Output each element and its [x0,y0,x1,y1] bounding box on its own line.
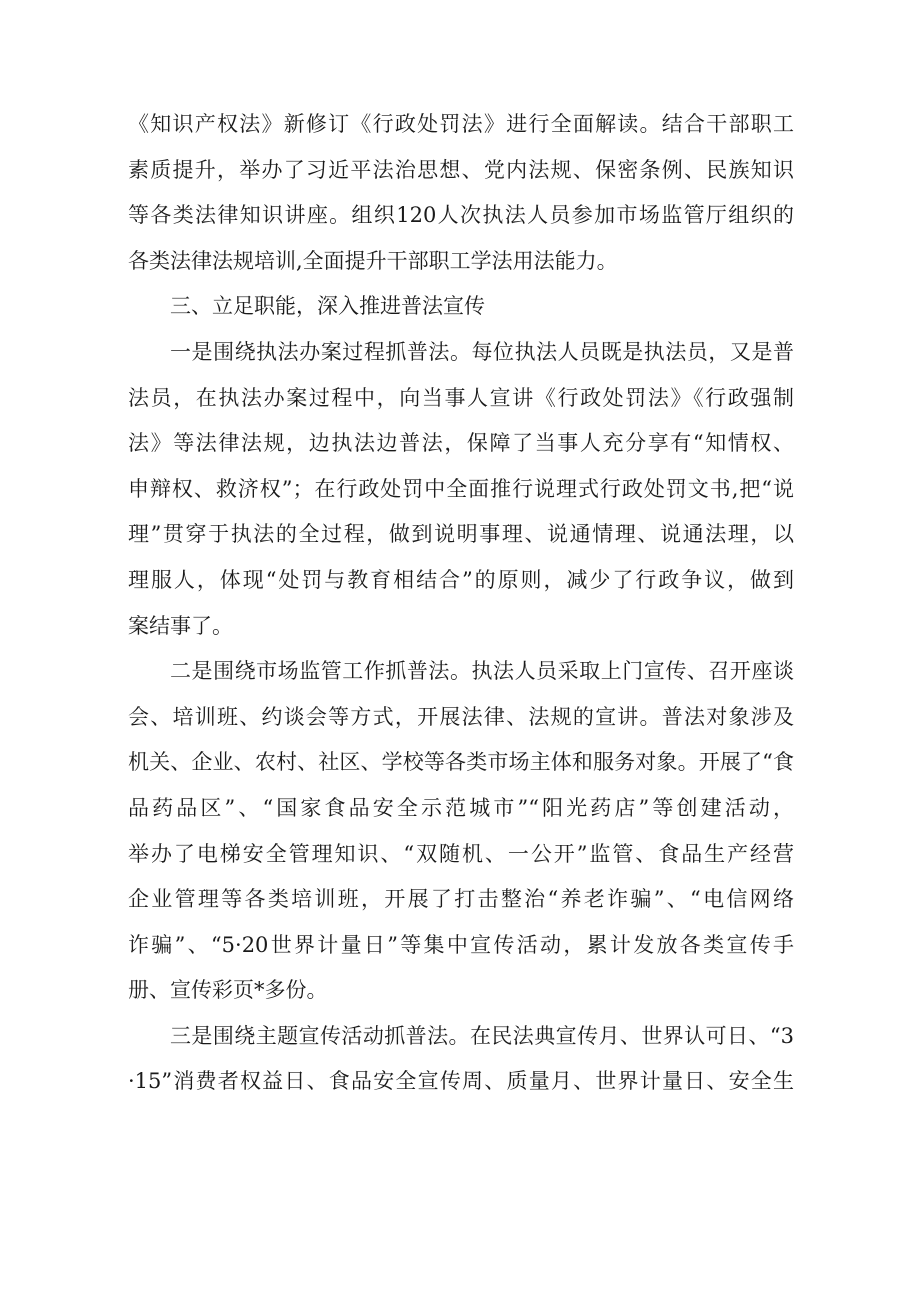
paragraph-line: 诈骗”、“5·20世界计量日”等集中宣传活动，累计发放各类宣传手 [128,932,794,957]
paragraph-line: 机关、企业、农村、社区、学校等各类市场主体和服务对象。开展了“食 [128,750,794,775]
paragraph-line: 理”贯穿于执法的全过程，做到说明事理、说通情理、说通法理，以 [128,522,794,547]
paragraph-line: 素质提升，举办了习近平法治思想、党内法规、保密条例、民族知识 [128,157,794,182]
paragraph-line: 各类法律法规培训,全面提升干部职工学法用法能力。 [128,248,618,273]
paragraph-line: 案结事了。 [128,613,233,638]
paragraph-line: 会、培训班、约谈会等方式，开展法律、法规的宣讲。普法对象涉及 [128,704,794,729]
paragraph-line: 法员，在执法办案过程中，向当事人宣讲《行政处罚法》《行政强制 [128,385,794,410]
paragraph-line: 三是围绕主题宣传活动抓普法。在民法典宣传月、世界认可日、“3 [170,1023,794,1048]
paragraph-line: 举办了电梯安全管理知识、“双随机、一公开”监管、食品生产经营 [128,841,794,866]
paragraph-line: 理服人，体现“处罚与教育相结合”的原则，减少了行政争议，做到 [128,567,794,592]
paragraph-line: 申辩权、救济权”；在行政处罚中全面推行说理式行政处罚文书,把“说 [128,476,794,501]
paragraph-line: 二是围绕市场监管工作抓普法。执法人员采取上门宣传、召开座谈 [170,659,794,684]
paragraph-line: 册、宣传彩页*多份。 [128,978,328,1003]
paragraph-line: 《知识产权法》新修订《行政处罚法》进行全面解读。结合干部职工 [128,112,794,136]
paragraph-line: 法》等法律法规，边执法边普法，保障了当事人充分享有“知情权、 [128,431,794,456]
paragraph-line: ·15”消费者权益日、食品安全宣传周、质量月、世界计量日、安全生 [128,1069,794,1094]
section-heading: 三、立足职能，深入推进普法宣传 [170,294,485,319]
document-body [128,102,794,1105]
paragraph-line: 等各类法律知识讲座。组织120人次执法人员参加市场监管厅组织的 [128,203,794,228]
paragraph-line: 品药品区”、“国家食品安全示范城市”“阳光药店”等创建活动， [128,795,794,820]
paragraph-line: 企业管理等各类培训班，开展了打击整治“养老诈骗”、“电信网络 [128,887,794,912]
paragraph-line: 一是围绕执法办案过程抓普法。每位执法人员既是执法员，又是普 [170,339,794,364]
